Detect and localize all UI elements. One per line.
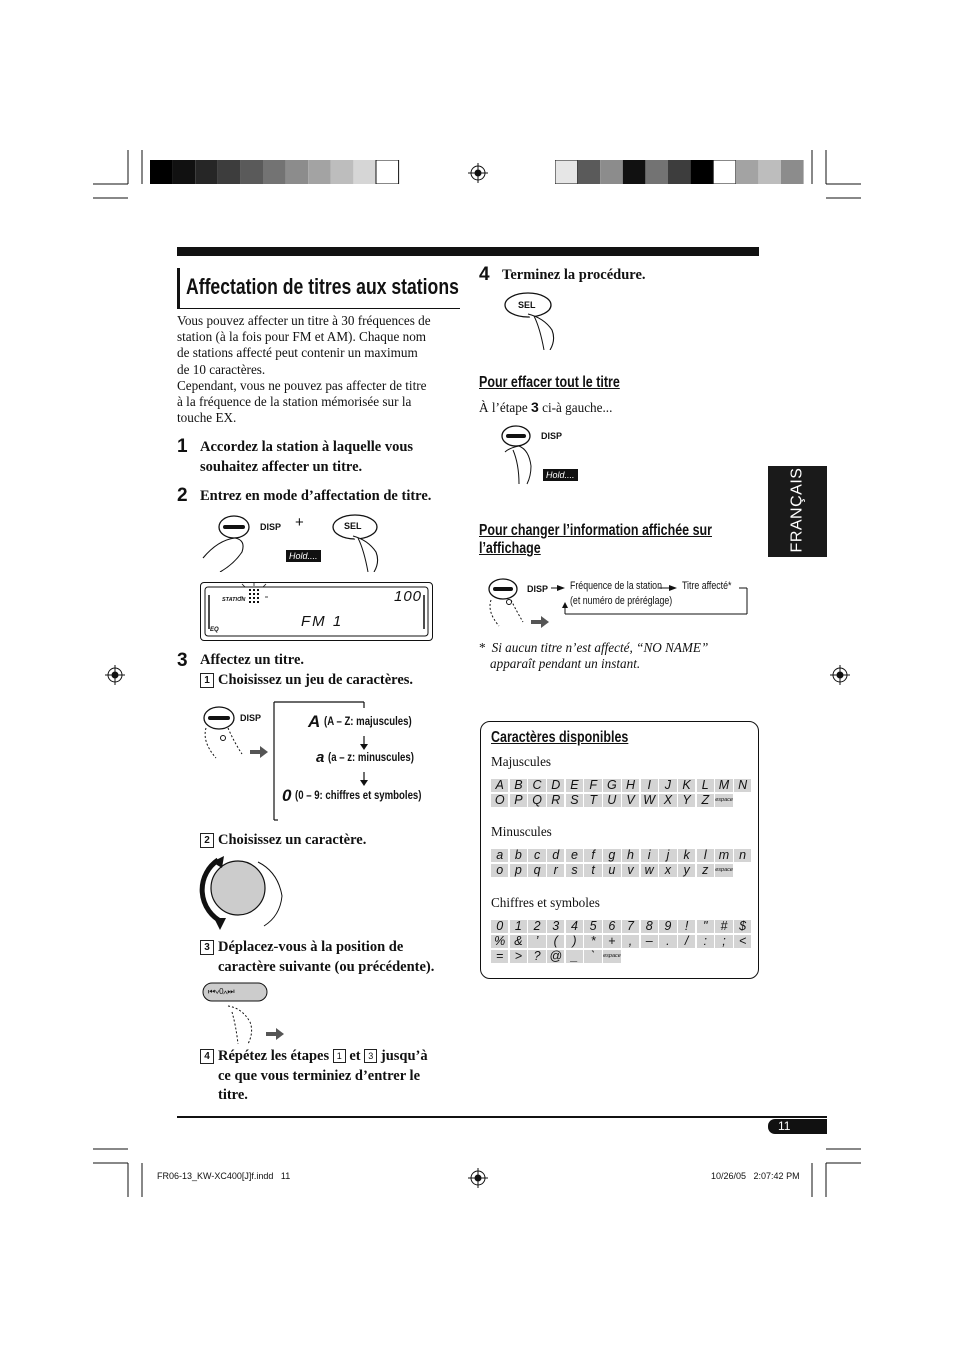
- disp-button-label: DISP: [527, 584, 549, 594]
- substep-4-text: jusqu’à: [380, 1048, 428, 1064]
- char-cell: o: [491, 864, 508, 877]
- char-cell: w: [641, 864, 658, 877]
- char-cell: (: [547, 935, 564, 948]
- substep-4-text: Répétez les étapes: [218, 1048, 330, 1064]
- substep-4-text: et: [349, 1048, 361, 1064]
- available-characters-heading: Caractères disponibles: [491, 729, 629, 746]
- lcd-band: FM 1: [301, 613, 344, 630]
- substep-2-text: Choisissez un caractère.: [218, 832, 367, 848]
- finger-press-icon: [500, 288, 570, 350]
- char-row: [491, 794, 753, 807]
- step-number: 1: [177, 436, 188, 457]
- char-cell: Y: [678, 794, 695, 807]
- substep-3: [200, 938, 470, 977]
- char-cell-space: espace: [715, 864, 732, 877]
- char-row: [491, 779, 753, 792]
- char-cell: O: [491, 794, 508, 807]
- char-cell: Z: [697, 794, 714, 807]
- char-cell: U: [603, 794, 620, 807]
- char-cell: r: [547, 864, 564, 877]
- charset-label: (0 – 9: chiffres et symboles): [295, 788, 422, 802]
- char-row: [491, 950, 753, 963]
- step-3-text: Affectez un titre.: [200, 652, 304, 668]
- erase-step-ref: 3: [531, 399, 539, 415]
- char-cell: ,: [622, 935, 639, 948]
- symbols-label: Chiffres et symboles: [491, 895, 600, 910]
- disp-button-label: DISP: [260, 522, 282, 532]
- char-cell: j: [659, 849, 676, 862]
- step-line: Accordez la station à laquelle vous: [200, 439, 414, 455]
- charset-illustration: [198, 700, 460, 822]
- char-cell: i: [641, 849, 658, 862]
- substep-2: [200, 831, 366, 851]
- char-cell: !: [678, 920, 695, 933]
- hold-badge: Hold....: [286, 550, 321, 562]
- char-row: [491, 920, 753, 933]
- char-cell: ’: [528, 935, 545, 948]
- char-cell: N: [734, 779, 751, 792]
- charset-glyph: 0: [282, 786, 292, 805]
- substep-3-line: caractère suivante (ou précédente).: [218, 958, 435, 975]
- footnote-mark: *: [479, 640, 486, 655]
- char-cell: C: [528, 779, 545, 792]
- page-number: 11: [778, 1119, 791, 1133]
- change-heading: [479, 522, 712, 558]
- char-cell: 3: [547, 920, 564, 933]
- char-cell: &: [510, 935, 527, 948]
- char-cell: %: [491, 935, 508, 948]
- char-cell: 8: [641, 920, 658, 933]
- erase-heading: Pour effacer tout le titre: [479, 374, 620, 391]
- char-cell: M: [715, 779, 732, 792]
- char-cell: R: [547, 794, 564, 807]
- char-cell: ?: [528, 950, 545, 963]
- intro-line: Cependant, vous ne pouvez pas affecter de titre: [177, 377, 427, 393]
- substep-ref: 1: [333, 1049, 346, 1063]
- char-cell: B: [510, 779, 527, 792]
- char-cell: b: [510, 849, 527, 862]
- uppercase-label: Majuscules: [491, 754, 552, 769]
- char-cell: d: [547, 849, 564, 862]
- char-row: [491, 849, 753, 862]
- char-cell: *: [584, 935, 601, 948]
- intro-line: à la fréquence de la station mémorisée sur la: [177, 394, 412, 410]
- char-cell: >: [510, 950, 527, 963]
- sel-illustration: [500, 288, 570, 350]
- station-frequency-label: Fréquence de la station: [570, 580, 662, 592]
- tuner-illustration: [202, 982, 292, 1044]
- intro-line: station (à la fois pour FM et AM). Chaque nom: [177, 329, 427, 345]
- footer-file: FR06-13_KW-XC400[J]f.indd 11: [157, 1171, 291, 1181]
- intro-line: de 10 caractères.: [177, 361, 266, 377]
- char-cell: s: [566, 864, 583, 877]
- step-number: 2: [177, 485, 188, 506]
- char-cell: $: [734, 920, 751, 933]
- change-heading-line: Pour changer l’information affichée sur: [479, 522, 713, 539]
- char-cell: z: [697, 864, 714, 877]
- char-cell: Q: [528, 794, 545, 807]
- disp-button-label: DISP: [240, 713, 262, 723]
- char-cell: ;: [715, 935, 732, 948]
- registration-mark-icon: [105, 665, 125, 685]
- substep-number: 1: [200, 673, 214, 688]
- char-cell: A: [491, 779, 508, 792]
- charset-label: (a – z: minuscules): [328, 750, 415, 764]
- lowercase-label: Minuscules: [491, 824, 552, 839]
- char-cell: P: [510, 794, 527, 807]
- sel-button-label: SEL: [518, 300, 536, 310]
- preset-number-label: (et numéro de préréglage): [570, 595, 673, 607]
- intro-line: de stations affecté peut contenir un maximum: [177, 345, 418, 361]
- substep-number: 3: [200, 940, 214, 955]
- substep-4-line: ce que vous terminiez d’entrer le: [218, 1067, 421, 1084]
- char-cell: k: [678, 849, 695, 862]
- step-4-text: Terminez la procédure.: [502, 267, 646, 283]
- char-cell: q: [528, 864, 545, 877]
- step-number: 3: [177, 650, 188, 671]
- disp-sel-illustration: [198, 510, 398, 572]
- char-cell: ): [566, 935, 583, 948]
- char-cell: <: [734, 935, 751, 948]
- char-cell: g: [603, 849, 620, 862]
- control-dial-icon: [198, 852, 288, 932]
- footnote-line: apparaît pendant un instant.: [490, 656, 641, 672]
- char-row: [491, 935, 753, 948]
- hold-badge: Hold....: [543, 469, 578, 481]
- page-number-tab: [768, 1119, 827, 1134]
- top-rule: [177, 247, 759, 256]
- char-cell: _: [566, 950, 583, 963]
- char-cell: a: [491, 849, 508, 862]
- substep-4: [200, 1047, 470, 1106]
- char-cell: 1: [510, 920, 527, 933]
- disp-button-label: DISP: [541, 431, 563, 441]
- charset-lower: [316, 748, 436, 766]
- charset-glyph: a: [316, 749, 325, 766]
- char-cell: :: [697, 935, 714, 948]
- char-cell: x: [659, 864, 676, 877]
- char-cell: @: [547, 950, 564, 963]
- language-tab: [768, 466, 827, 557]
- substep-number: 4: [200, 1049, 214, 1064]
- bottom-rule: [177, 1116, 827, 1118]
- change-illustration: [483, 572, 753, 634]
- footer-date: 10/26/05 2:07:42 PM: [711, 1171, 800, 1181]
- char-cell: I: [641, 779, 658, 792]
- char-cell: 9: [659, 920, 676, 933]
- char-cell: ": [697, 920, 714, 933]
- char-cell: /: [678, 935, 695, 948]
- uppercase-grid: [491, 779, 753, 807]
- erase-instruction: [479, 399, 612, 416]
- arrow-icon: [250, 746, 268, 758]
- tuner-button-label: ⏮∨0∧⏭: [208, 987, 235, 996]
- char-cell: E: [566, 779, 583, 792]
- charset-upper: [308, 712, 434, 732]
- char-cell: 7: [622, 920, 639, 933]
- char-cell: F: [584, 779, 601, 792]
- char-cell-space: espace: [603, 950, 620, 963]
- lcd-frequency: 100: [394, 588, 423, 605]
- lcd-station-label: STATION: [222, 597, 246, 603]
- substep-ref: 3: [364, 1049, 377, 1063]
- char-cell: H: [622, 779, 639, 792]
- char-cell: L: [697, 779, 714, 792]
- char-cell: J: [659, 779, 676, 792]
- intro-line: touche EX.: [177, 410, 237, 426]
- sel-button-label: SEL: [344, 521, 362, 531]
- registration-mark-icon: [468, 1168, 488, 1188]
- assigned-title-label: Titre affecté*: [682, 580, 732, 592]
- page-title: Affectation de titres aux stations: [186, 274, 459, 299]
- registration-mark-icon: [830, 665, 850, 685]
- char-cell: m: [715, 849, 732, 862]
- substep-1: [200, 671, 413, 691]
- char-cell: 2: [528, 920, 545, 933]
- char-cell: D: [547, 779, 564, 792]
- charset-label: (A – Z: majuscules): [324, 714, 412, 728]
- footnote-line: Si aucun titre n’est affecté, “NO NAME”: [491, 640, 709, 655]
- intro-line: Vous pouvez affecter un titre à 30 fréquences de: [177, 313, 431, 328]
- char-cell: G: [603, 779, 620, 792]
- plus-sign: +: [295, 514, 304, 531]
- char-cell: y: [678, 864, 695, 877]
- change-heading-line: l’affichage: [479, 540, 541, 557]
- color-bar-right: [555, 160, 805, 184]
- step-line: souhaitez affecter un titre.: [200, 458, 363, 475]
- lcd-display: [200, 582, 433, 641]
- char-cell: S: [566, 794, 583, 807]
- char-cell: u: [603, 864, 620, 877]
- char-cell: c: [528, 849, 545, 862]
- symbols-grid: [491, 920, 753, 963]
- char-cell: 6: [603, 920, 620, 933]
- char-cell: –: [641, 935, 658, 948]
- page-title-box: [177, 268, 460, 309]
- charset-digits: [282, 786, 454, 806]
- char-cell: t: [584, 864, 601, 877]
- erase-text: À l’étape: [479, 400, 528, 415]
- char-cell: #: [715, 920, 732, 933]
- char-cell: .: [659, 935, 676, 948]
- charset-glyph: A: [308, 712, 321, 731]
- char-cell: T: [584, 794, 601, 807]
- char-cell: n: [734, 849, 751, 862]
- char-cell: 0: [491, 920, 508, 933]
- char-cell: V: [622, 794, 639, 807]
- language-tab-label: FRANÇAIS: [788, 467, 806, 553]
- char-cell: p: [510, 864, 527, 877]
- substep-1-text: Choisissez un jeu de caractères.: [218, 672, 414, 688]
- char-cell-space: espace: [715, 794, 732, 807]
- substep-number: 2: [200, 833, 214, 848]
- substep-4-line: titre.: [218, 1087, 248, 1103]
- substep-3-line: Déplacez-vous à la position de: [218, 939, 404, 955]
- color-bar-left: [150, 160, 400, 184]
- char-cell: X: [659, 794, 676, 807]
- char-cell: +: [603, 935, 620, 948]
- char-cell: W: [641, 794, 658, 807]
- char-cell: h: [622, 849, 639, 862]
- char-cell: v: [622, 864, 639, 877]
- char-cell: l: [697, 849, 714, 862]
- step-1-text: [200, 438, 470, 477]
- registration-mark-icon: [468, 163, 488, 183]
- step-2-text: Entrez en mode d’affectation de titre.: [200, 488, 432, 504]
- erase-illustration: [499, 420, 589, 486]
- char-cell: f: [584, 849, 601, 862]
- char-cell: 5: [584, 920, 601, 933]
- intro-paragraph: [177, 313, 462, 426]
- char-cell: e: [566, 849, 583, 862]
- change-footnote: [479, 640, 759, 672]
- char-row: [491, 864, 753, 877]
- lowercase-grid: [491, 849, 753, 877]
- char-cell: `: [584, 950, 601, 963]
- lcd-eq-label: EQ: [210, 627, 219, 633]
- char-cell: 4: [566, 920, 583, 933]
- char-cell: =: [491, 950, 508, 963]
- available-characters-box: [480, 721, 759, 979]
- char-cell: K: [678, 779, 695, 792]
- erase-text: ci-à gauche...: [542, 400, 613, 415]
- step-number: 4: [479, 264, 490, 285]
